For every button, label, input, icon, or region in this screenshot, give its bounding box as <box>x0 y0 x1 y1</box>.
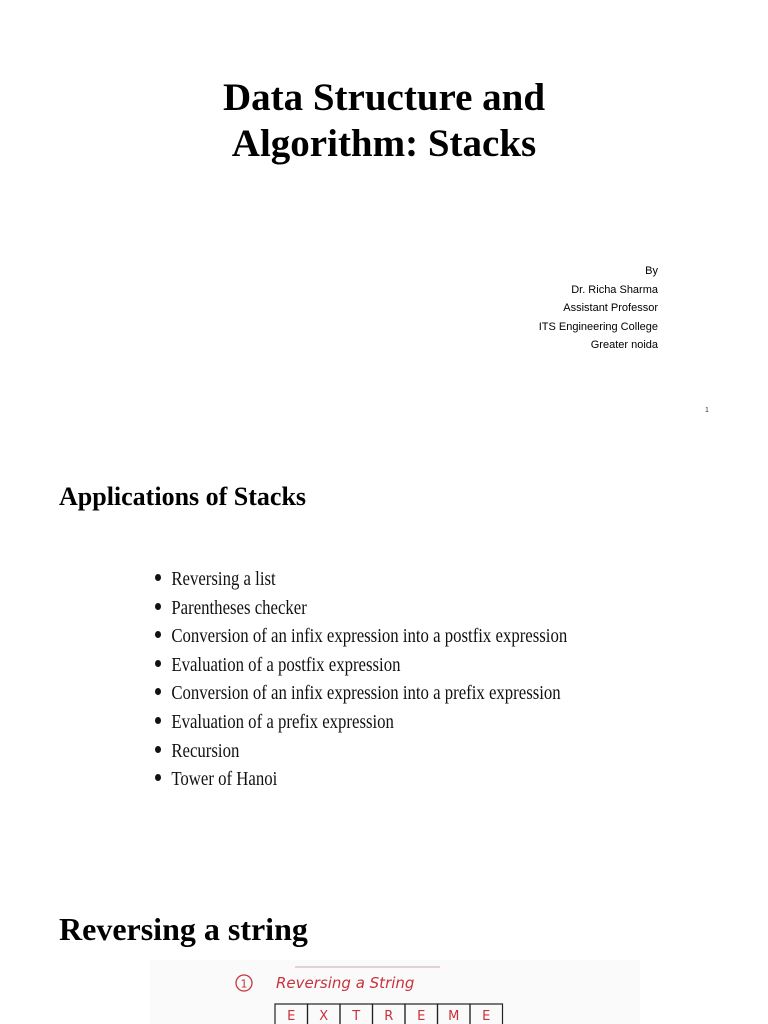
author-position: Assistant Professor <box>563 302 658 314</box>
author-byline <box>539 262 658 355</box>
list-item <box>155 680 567 709</box>
list-item <box>155 652 567 681</box>
string-cell-letter: E <box>482 1009 491 1024</box>
handwritten-notes-image <box>150 960 640 1024</box>
bullet-icon <box>155 603 161 610</box>
title-slide <box>0 0 768 440</box>
string-cell-letter: X <box>319 1009 329 1024</box>
title-line-1: Data Structure and <box>222 76 546 119</box>
string-cell-letter: M <box>448 1009 460 1024</box>
list-item <box>155 709 567 738</box>
handwritten-notes-drawing <box>150 960 640 1024</box>
author-college: ITS Engineering College <box>538 320 658 333</box>
handwritten-title: Reversing a String <box>276 974 415 992</box>
page-number: 1 <box>705 407 709 414</box>
list-item-text: Evaluation of a prefix expression <box>171 711 394 733</box>
title-line-2: Algorithm: Stacks <box>231 122 537 165</box>
reversing-heading: Reversing a string <box>59 911 308 947</box>
list-item-text: Tower of Hanoi <box>171 769 278 791</box>
bullet-icon <box>155 717 161 724</box>
bullet-icon <box>155 660 161 667</box>
string-cell-letter: R <box>384 1009 394 1024</box>
list-item-text: Parentheses checker <box>171 597 307 619</box>
list-item <box>155 623 567 652</box>
bullet-icon <box>155 774 161 781</box>
list-item-text: Reversing a list <box>171 569 276 590</box>
slide-title <box>0 75 768 167</box>
list-item <box>155 766 567 795</box>
list-item-text: Conversion of an infix expression into a prefix expression <box>171 683 561 705</box>
string-cell-letter: T <box>352 1009 361 1024</box>
bullet-icon <box>155 746 161 753</box>
circled-number-text: 1 <box>240 977 248 991</box>
bullet-icon <box>155 574 161 581</box>
string-cells <box>275 1004 503 1024</box>
list-item <box>155 738 567 767</box>
byline-by: By <box>645 265 658 277</box>
bullet-icon <box>155 631 161 638</box>
list-item-text: Evaluation of a postfix expression <box>171 654 401 676</box>
author-location: Greater noida <box>590 339 658 351</box>
bullet-icon <box>155 688 161 695</box>
list-item <box>155 595 567 624</box>
author-name: Dr. Richa Sharma <box>571 283 658 296</box>
string-cell-letter: E <box>287 1009 296 1024</box>
list-item <box>155 566 567 595</box>
string-cell-letter: E <box>417 1009 426 1024</box>
list-item-text: Recursion <box>171 740 240 762</box>
list-item-text: Conversion of an infix expression into a postfix expression <box>171 626 568 648</box>
applications-heading: Applications of Stacks <box>59 482 307 511</box>
applications-list <box>155 566 567 795</box>
